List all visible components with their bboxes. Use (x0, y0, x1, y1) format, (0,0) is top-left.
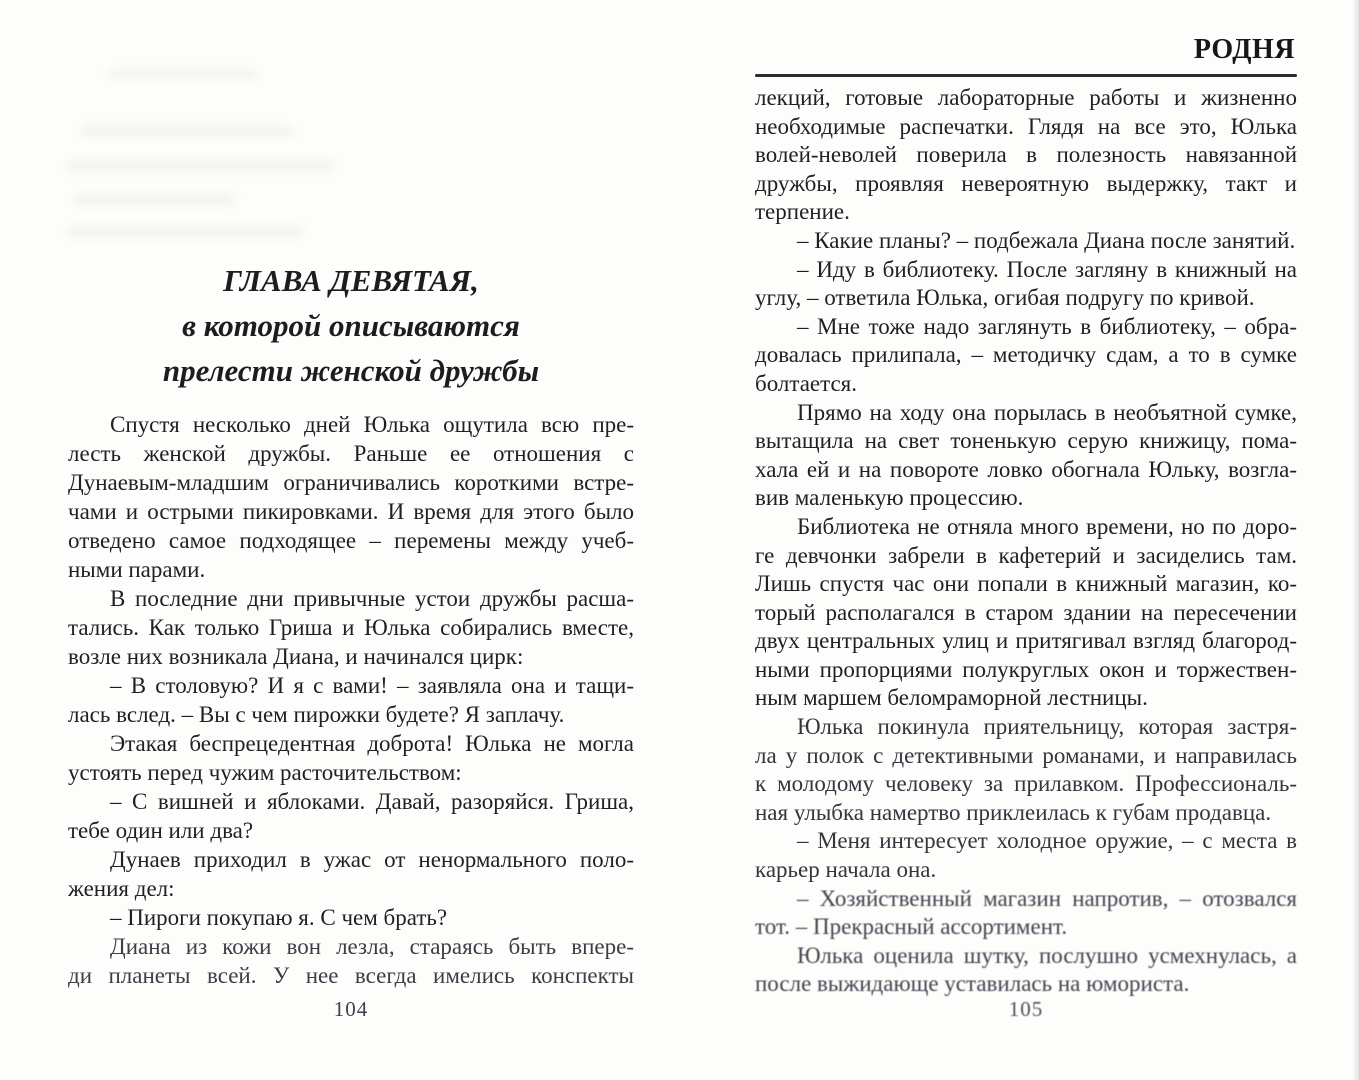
page-showthrough (68, 226, 303, 237)
page-number-left: 104 (333, 997, 369, 1021)
text-line: хала ей и на повороте ловко обогнала Юльку, возгла- (755, 456, 1297, 482)
text-line: Прямо на ходу она порылась в необъятной сумке, (797, 399, 1297, 425)
text-line: лекций, готовые лабораторные работы и жизненно (755, 85, 1297, 110)
text-line: лесть женской дружбы. Раньше ее отношения с (68, 441, 634, 466)
text-line: Библиотека не отняла много времени, но по доро- (797, 513, 1297, 539)
text-line: терпение. (755, 199, 850, 225)
text-line: Диана из кожи вон лезла, стараясь быть впере- (110, 934, 634, 959)
text-line: – Мне тоже надо заглянуть в библиотеку, – обра- (797, 313, 1297, 339)
text-line: В последние дни привычные устои дружбы расша- (110, 586, 634, 611)
text-line: – С вишней и яблоками. Давай, разоряйся. Гриша, (110, 789, 634, 814)
text-line: дружбы, проявляя невероятную выдержку, такт и (755, 170, 1297, 196)
running-header: РОДНЯ (1193, 34, 1295, 65)
text-line: чами и острыми пикировками. И время для этого было (68, 499, 634, 524)
page-showthrough (82, 126, 292, 137)
right-page (755, 0, 1297, 1080)
text-line: торый располагался в старом здании на пересечении (755, 599, 1297, 625)
text-line: углу, – ответила Юлька, огибая подругу по кривой. (755, 285, 1255, 311)
text-line: вытащила на свет тоненькую серую книжицу, пома- (755, 428, 1297, 454)
text-line: ла у полок с детективными романами, и направилась (755, 742, 1297, 768)
scan-edge-shadow (1352, 0, 1359, 1080)
text-line: лась вслед. – Вы с чем пирожки будете? Я заплачу. (68, 702, 565, 727)
text-line: тались. Как только Гриша и Юлька собирались вместе, (68, 615, 634, 640)
left-page-text (68, 410, 634, 990)
text-line: Дунаев приходил в ужас от ненормального поло- (110, 847, 634, 872)
text-line: ди планеты всей. У нее всегда имелись конспекты (68, 963, 634, 988)
text-line: ным маршем беломраморной лестницы. (755, 685, 1148, 711)
text-line: после выжидающе уставилась на юмориста. (755, 971, 1190, 997)
text-line: Лишь спустя час они попали в книжный магазин, ко- (755, 571, 1297, 597)
text-line: – Хозяйственный магазин напротив, – отозвался (797, 885, 1297, 911)
text-line: – Какие планы? – подбежала Диана после занятий. (797, 227, 1296, 253)
text-line: ге девчонки забрели в кафетерий и засиделись там. (755, 542, 1297, 568)
page-number-right: 105 (1008, 997, 1044, 1021)
text-line: Юлька покинула приятельницу, которая застря- (797, 714, 1297, 740)
text-line: вив маленькую процессию. (755, 485, 1024, 511)
text-line: Этакая беспрецедентная доброта! Юлька не могла (110, 731, 634, 756)
text-line: отведено самое подходящее – перемены между учеб- (68, 528, 634, 553)
chapter-heading-line-1: ГЛАВА ДЕВЯТАЯ, (223, 263, 479, 298)
chapter-heading-line-3: прелести женской дружбы (162, 353, 540, 388)
text-line: необходимые распечатки. Глядя на все это, Юлька (755, 113, 1297, 139)
text-line: к молодому человеку за прилавком. Профессиональ- (755, 771, 1297, 797)
header-rule (755, 74, 1297, 77)
text-line: карьер начала она. (755, 857, 937, 883)
page-showthrough (74, 194, 234, 205)
right-page-text (755, 84, 1297, 999)
text-line: тебе один или два? (68, 818, 254, 843)
chapter-heading (68, 258, 634, 393)
text-line: – Пироги покупаю я. С чем брать? (110, 905, 448, 930)
text-line: устоять перед чужим расточительством: (68, 760, 462, 785)
text-line: Спустя несколько дней Юлька ощутила всю пре- (110, 412, 634, 437)
text-line: болтается. (755, 370, 857, 396)
left-page (68, 0, 634, 1080)
text-line: возле них возникала Диана, и начинался цирк: (68, 644, 524, 669)
text-line: довалась прилипала, – методичку сдам, а то в сумке (755, 342, 1297, 368)
text-line: ная улыбка намертво приклеилась к губам продавца. (755, 799, 1272, 825)
page-showthrough (68, 160, 333, 171)
text-line: волей-неволей поверила в полезность навязанной (755, 142, 1297, 168)
text-line: двух центральных улиц и притягивал взгляд благород- (755, 628, 1297, 654)
text-line: – Меня интересует холодное оружие, – с места в (797, 828, 1297, 854)
text-line: – Иду в библиотеку. После загляну в книжный на (797, 256, 1297, 282)
text-line: Дунаевым-младшим ограничивались короткими встре- (68, 470, 634, 495)
text-line: ными парами. (68, 557, 206, 582)
text-line: – В столовую? И я с вами! – заявляла она и тащи- (110, 673, 634, 698)
page-showthrough (108, 70, 258, 79)
text-line: Юлька оценила шутку, послушно усмехнулась, а (797, 942, 1297, 968)
chapter-heading-line-2: в которой описываются (182, 308, 520, 343)
text-line: ными пропорциями полукруглых окон и торжествен- (755, 656, 1297, 682)
text-line: тот. – Прекрасный ассортимент. (755, 914, 1068, 940)
text-line: жения дел: (68, 876, 175, 901)
